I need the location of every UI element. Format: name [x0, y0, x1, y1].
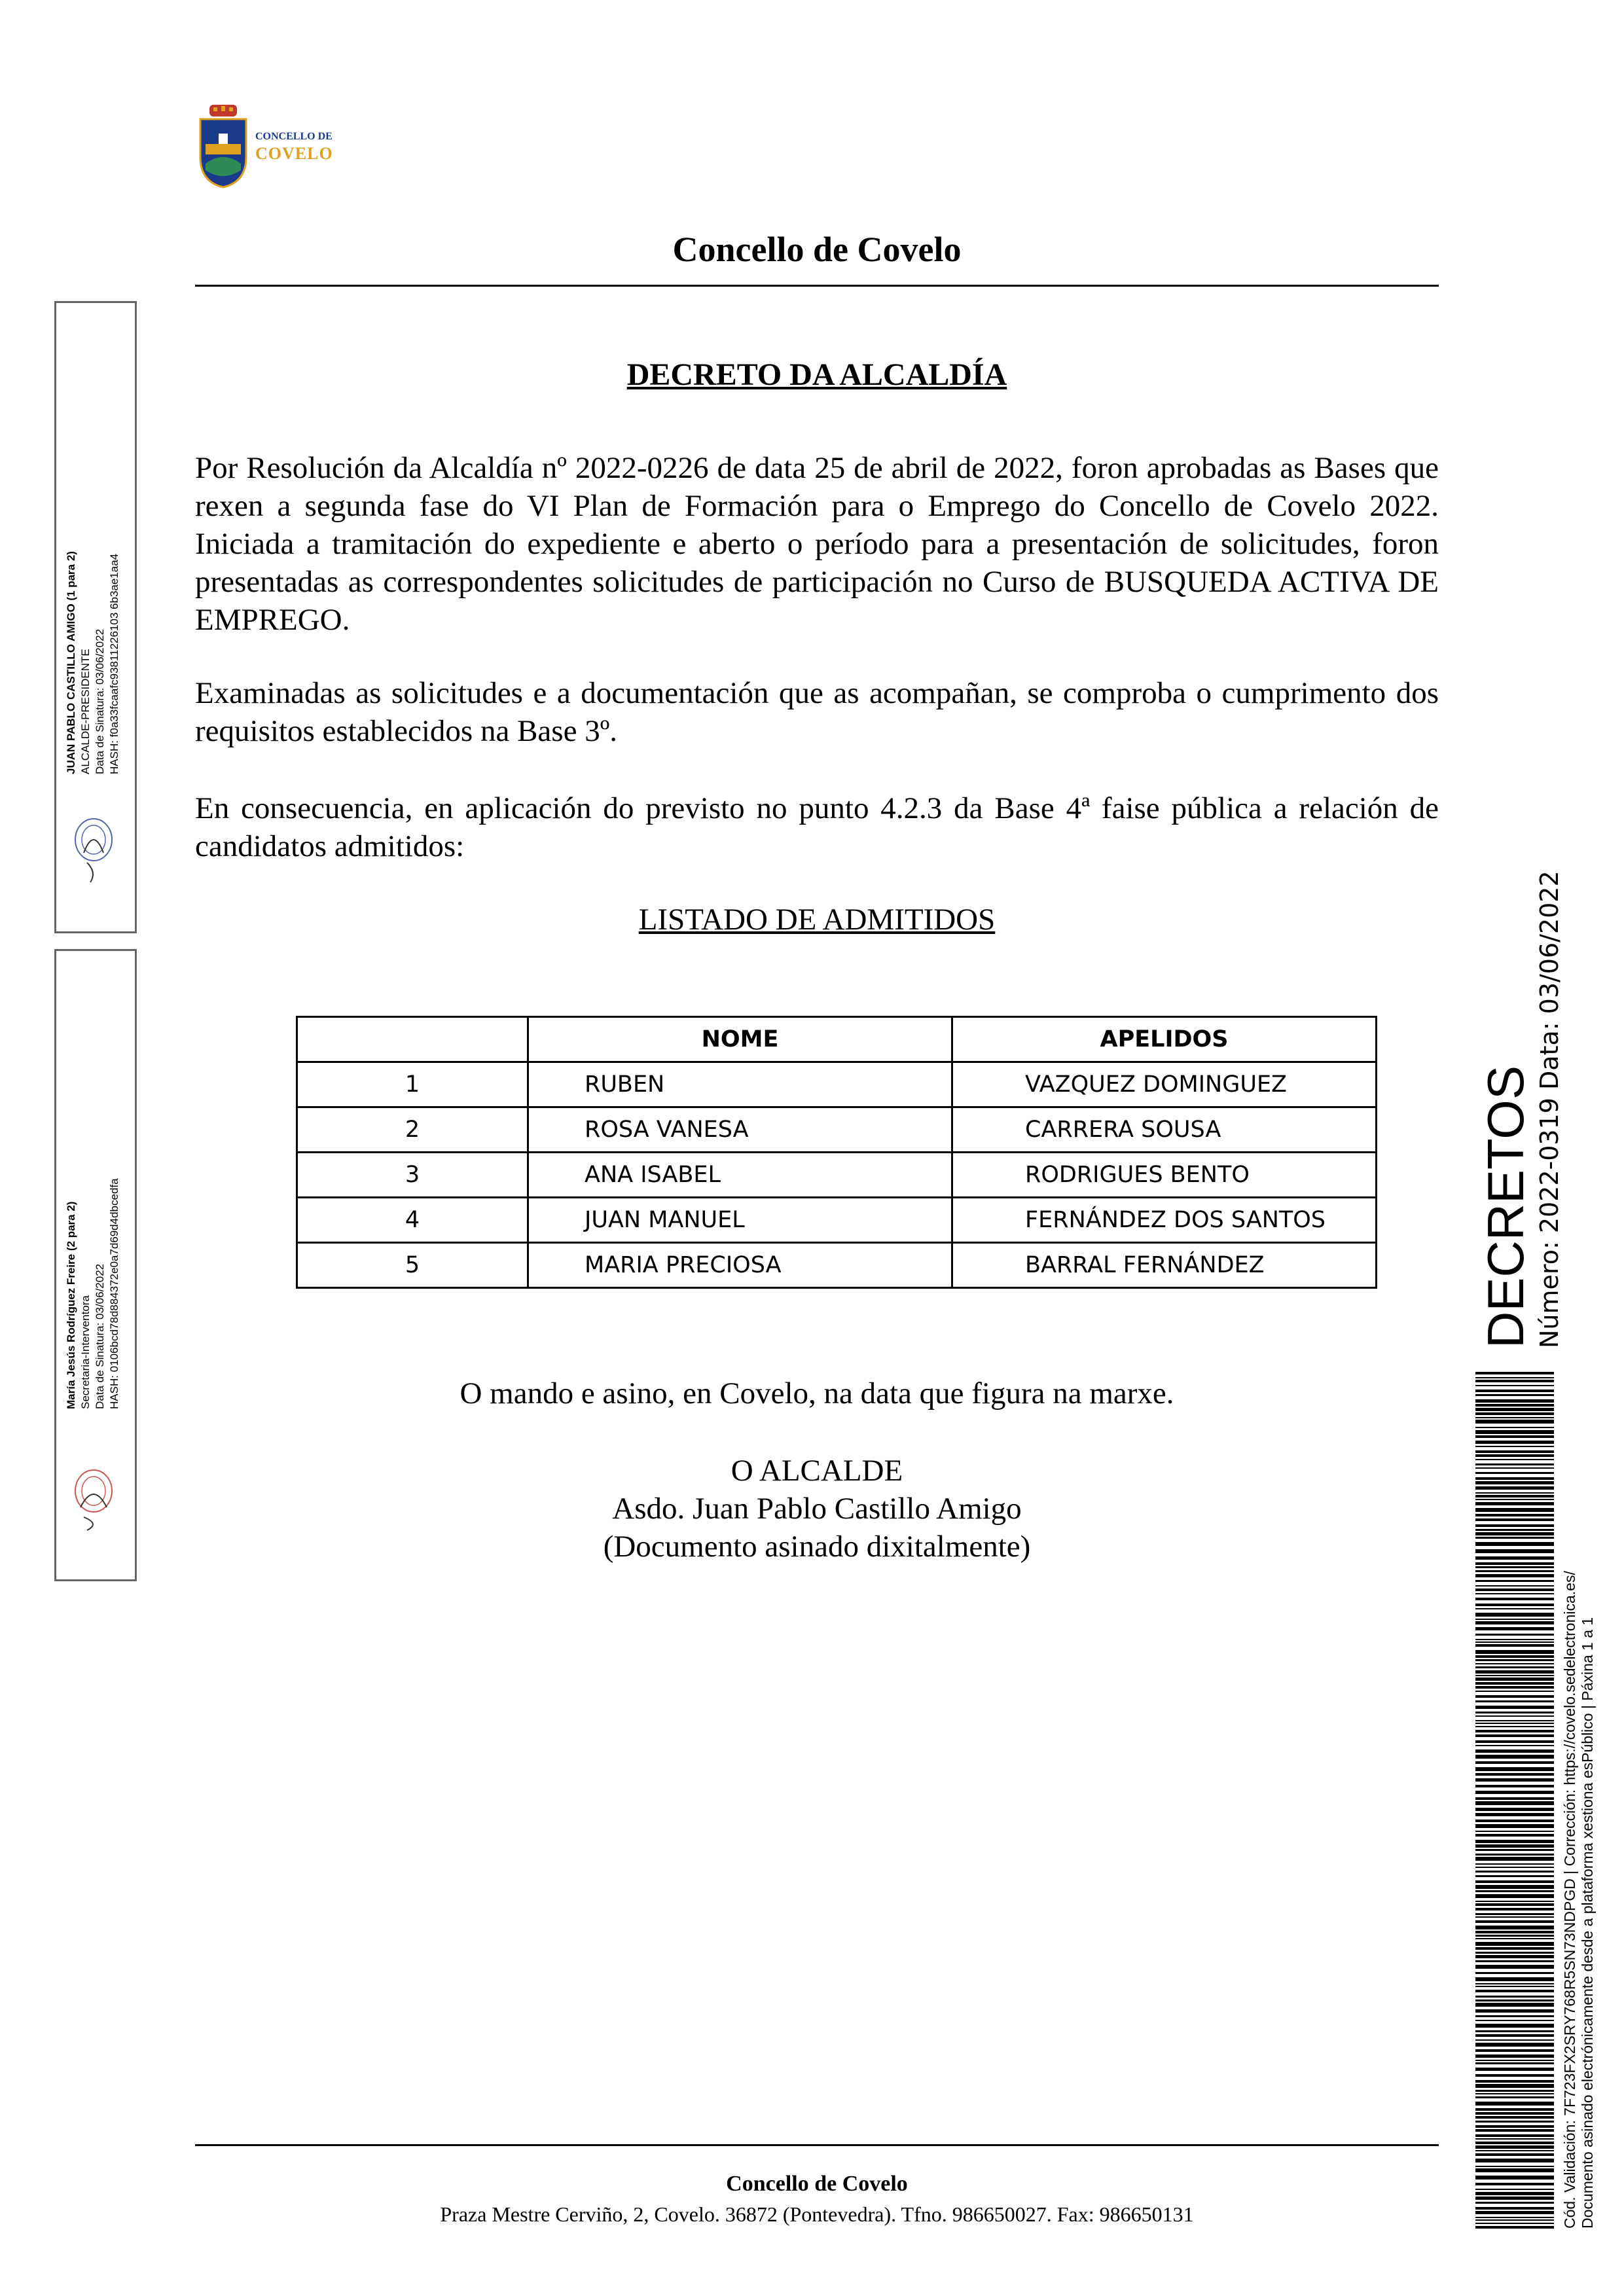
signature-hash: HASH: f0a33fcaafc93811226103 6b3ae1aa4	[108, 553, 120, 774]
official-seal-icon	[71, 814, 117, 886]
closing-statement: O mando e asino, en Covelo, na data que figura na marxe.	[460, 1376, 1174, 1410]
list-title: LISTADO DE ADMITIDOS	[638, 903, 996, 937]
header-divider	[195, 285, 1439, 287]
signature-note: (Documento asinado dixitalmente)	[603, 1530, 1031, 1564]
paragraph-resolution: Por Resolución da Alcaldía nº 2022-0226 de data 25 de abril de 2022, foron aprobadas as Bases que rexen a segunda fase do VI Plan de Formación para o Emprego do Concello de Covelo 2022. Iniciada a tramitación do expediente e aberto o período para a presentación de solicitudes, foron presentadas as correspondentes solicitudes de participación no Curso de BUSQUEDA ACTIVA DE EMPREGO.	[195, 451, 1439, 637]
logo-text-line2: COVELO	[255, 144, 333, 163]
row-surname: VAZQUEZ DOMINGUEZ	[952, 1062, 1377, 1107]
signer-name: JUAN PABLO CASTILLO AMIGO (1 para 2)	[65, 551, 77, 774]
logo-text-line1: CONCELLO DE	[255, 131, 333, 142]
row-name: RUBEN	[528, 1062, 952, 1107]
decree-number-date: Número: 2022-0319 Data: 03/06/2022	[1535, 870, 1564, 1348]
signature-details	[64, 551, 122, 774]
table-row	[297, 1107, 1377, 1153]
table-header-surname: APELIDOS	[952, 1017, 1377, 1062]
row-surname: FERNÁNDEZ DOS SANTOS	[952, 1198, 1377, 1243]
row-name: ANA ISABEL	[528, 1153, 952, 1198]
row-surname: BARRAL FERNÁNDEZ	[952, 1243, 1377, 1288]
table-header-name: NOME	[528, 1017, 952, 1062]
council-logo	[196, 105, 353, 196]
admitted-table	[296, 1016, 1377, 1289]
row-surname: CARRERA SOUSA	[952, 1107, 1377, 1153]
signature-date: Data de Sinatura: 03/06/2022	[94, 628, 106, 774]
signature-block	[195, 1452, 1439, 1566]
table-row	[297, 1153, 1377, 1198]
paragraph-consequence: En consecuencia, en aplicación do previsto no punto 4.2.3 da Base 4ª faise pública a relación de candidatos admitidos:	[195, 791, 1439, 863]
paragraph-examination: Examinadas as solicitudes e a documentación que as acompañan, se comproba o cumprimento dos requisitos establecidos na Base 3º.	[195, 676, 1439, 748]
footer-address: Praza Mestre Cerviño, 2, Covelo. 36872 (Pontevedra). Tfno. 986650027. Fax: 986650131	[440, 2202, 1194, 2226]
signature-box-mayor	[54, 301, 137, 933]
signature-name: Asdo. Juan Pablo Castillo Amigo	[612, 1492, 1022, 1526]
validation-info	[1561, 1571, 1597, 2229]
row-surname: RODRIGUES BENTO	[952, 1153, 1377, 1198]
row-name: MARIA PRECIOSA	[528, 1243, 952, 1288]
header-title: Concello de Covelo	[672, 230, 962, 269]
table-header-index	[297, 1017, 528, 1062]
signature-role: O ALCALDE	[731, 1454, 903, 1488]
row-index: 5	[297, 1243, 528, 1288]
official-seal-icon	[71, 1462, 117, 1534]
signature-date: Data de Sinatura: 03/06/2022	[94, 1263, 106, 1409]
signer-role: Secretaria-Interventora	[79, 1295, 92, 1409]
coat-of-arms-icon	[196, 105, 250, 190]
footer-name: Concello de Covelo	[726, 2172, 908, 2196]
row-index: 3	[297, 1153, 528, 1198]
signature-box-secretary	[54, 949, 137, 1581]
row-index: 1	[297, 1062, 528, 1107]
signer-name: María Jesús Rodríguez Freire (2 para 2)	[65, 1201, 77, 1409]
signature-hash: HASH: 0106bcd78d884372e0a7d69d4dbcedfa	[108, 1178, 120, 1409]
row-name: ROSA VANESA	[528, 1107, 952, 1153]
decree-title: DECRETO DA ALCALDÍA	[626, 357, 1007, 392]
row-index: 2	[297, 1107, 528, 1153]
signer-role: ALCALDE-PRESIDENTE	[79, 649, 92, 774]
row-index: 4	[297, 1198, 528, 1243]
row-name: JUAN MANUEL	[528, 1198, 952, 1243]
barcode-icon	[1475, 1372, 1554, 2229]
table-row	[297, 1062, 1377, 1107]
table-row	[297, 1198, 1377, 1243]
signature-details	[64, 1178, 122, 1409]
footer-divider	[195, 2144, 1439, 2146]
table-header-row	[297, 1017, 1377, 1062]
table-row	[297, 1243, 1377, 1288]
decretos-label: DECRETOS	[1477, 1066, 1534, 1348]
validation-line1: Cód. Validación: 7F723FX2SRY768R5SN73NDPGD | Corrección: https://covelo.sedelectronica.es/	[1561, 1571, 1578, 2229]
validation-line2: Documento asinado electrónicamente desde a plataforma xestiona esPúblico | Páxina 1 a 1	[1579, 1617, 1596, 2229]
